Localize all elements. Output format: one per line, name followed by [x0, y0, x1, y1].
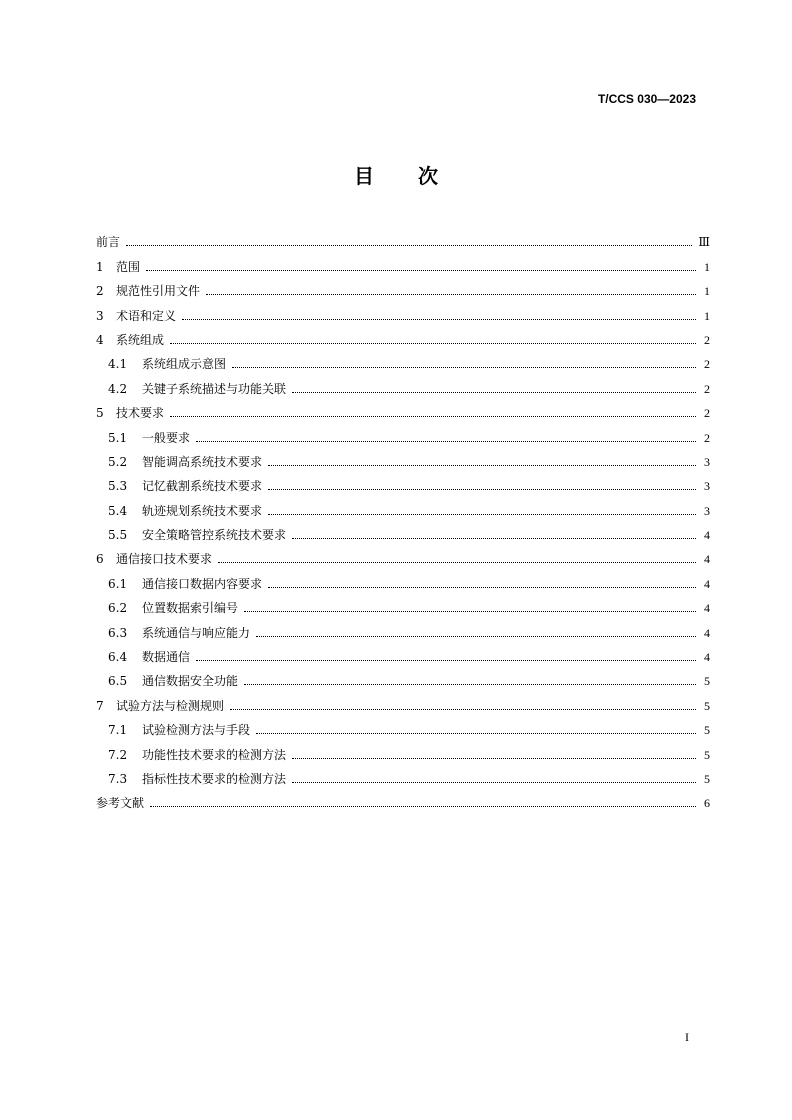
toc-entry-number: 3	[96, 308, 104, 323]
toc-entry-text: 记忆截割系统技术要求	[142, 479, 263, 494]
toc-entry-label	[96, 722, 250, 738]
toc-dot-leader	[292, 782, 696, 783]
toc-entry-page: 4	[704, 625, 710, 640]
toc-entry[interactable]	[96, 299, 710, 323]
toc-dot-leader	[268, 465, 696, 466]
toc-entry-page: 1	[704, 259, 710, 274]
toc-entry-label	[96, 771, 286, 787]
title-char-2: 次	[418, 164, 438, 188]
toc-entry-label	[96, 234, 120, 250]
toc-entry-label	[96, 332, 164, 348]
toc-dot-leader	[146, 270, 696, 271]
toc-entry-number: 7.3	[108, 771, 128, 786]
toc-entry-text: 技术要求	[116, 406, 165, 421]
standard-code: T/CCS 030—2023	[597, 92, 696, 106]
toc-entry[interactable]	[96, 226, 710, 250]
toc-entry-number: 6.4	[108, 650, 128, 665]
toc-entry-text: 安全策略管控系统技术要求	[142, 528, 287, 543]
toc-entry-label	[96, 747, 286, 763]
toc-entry[interactable]	[96, 446, 710, 470]
toc-entry-text: 系统组成	[116, 332, 165, 347]
toc-entry-label	[96, 503, 262, 519]
toc-entry-text: 前言	[96, 235, 121, 250]
toc-entry[interactable]	[96, 519, 710, 543]
toc-entry-text: 一般要求	[142, 430, 191, 445]
toc-dot-leader	[292, 538, 696, 539]
toc-dot-leader	[182, 319, 696, 320]
toc-entry-page: 2	[704, 381, 710, 396]
toc-entry-text: 系统组成示意图	[142, 357, 227, 372]
toc-entry-page: 4	[704, 601, 710, 616]
toc-entry[interactable]	[96, 665, 710, 689]
toc-entry-label	[96, 430, 190, 446]
toc-entry-page: 4	[704, 552, 710, 567]
toc-entry-text: 术语和定义	[116, 308, 177, 323]
toc-entry-page: 3	[704, 479, 710, 494]
toc-entry-label	[96, 308, 176, 324]
toc-dot-leader	[126, 245, 692, 246]
toc-entry-label	[96, 698, 224, 714]
toc-entry-number: 7.1	[108, 723, 128, 738]
toc-entry-number: 5.2	[108, 454, 128, 469]
toc-dot-leader	[218, 562, 696, 563]
toc-dot-leader	[206, 294, 696, 295]
toc-entry-page: 5	[704, 771, 710, 786]
toc-entry[interactable]	[96, 421, 710, 445]
toc-entry[interactable]	[96, 250, 710, 274]
toc-entry-number: 5.4	[108, 503, 128, 518]
toc-entry-page: 5	[704, 698, 710, 713]
toc-entry-text: 系统通信与响应能力	[142, 625, 251, 640]
toc-entry[interactable]	[96, 787, 710, 811]
toc-entry-number: 6.1	[108, 576, 128, 591]
toc-entry-text: 位置数据索引编号	[142, 601, 239, 616]
toc-entry-page: 5	[704, 723, 710, 738]
toc-entry[interactable]	[96, 348, 710, 372]
toc-entry[interactable]	[96, 763, 710, 787]
toc-dot-leader	[292, 392, 696, 393]
toc-entry[interactable]	[96, 397, 710, 421]
toc-entry-label	[96, 259, 140, 275]
toc-dot-leader	[150, 806, 696, 807]
toc-entry-number: 5.5	[108, 528, 128, 543]
toc-entry-text: 数据通信	[142, 650, 191, 665]
toc-entry-label	[96, 381, 286, 397]
toc-entry-page: 5	[704, 747, 710, 762]
toc-entry-label	[96, 625, 250, 641]
toc-dot-leader	[292, 758, 696, 759]
toc-entry-page: 4	[704, 528, 710, 543]
toc-entry-number: 5	[96, 406, 104, 421]
toc-entry-number: 6.2	[108, 601, 128, 616]
toc-entry-text: 轨迹规划系统技术要求	[142, 503, 263, 518]
toc-entry[interactable]	[96, 689, 710, 713]
toc-entry-page: 4	[704, 576, 710, 591]
toc-dot-leader	[268, 587, 696, 588]
toc-entry-number: 6.3	[108, 625, 128, 640]
toc-entry-label	[96, 551, 212, 567]
page-number: I	[685, 1030, 689, 1044]
toc-entry-page: 2	[704, 430, 710, 445]
toc-entry-number: 5.3	[108, 479, 128, 494]
toc-entry-number: 2	[96, 284, 104, 299]
toc-entry-text: 通信接口技术要求	[116, 552, 213, 567]
toc-entry-label	[96, 283, 200, 299]
toc-entry-text: 通信数据安全功能	[142, 674, 239, 689]
toc-entry-text: 通信接口数据内容要求	[142, 576, 263, 591]
toc-dot-leader	[256, 636, 696, 637]
toc-entry-text: 指标性技术要求的检测方法	[142, 771, 287, 786]
toc-dot-leader	[244, 684, 696, 685]
toc-entry-page: 2	[704, 332, 710, 347]
toc-entry[interactable]	[96, 738, 710, 762]
toc-entry[interactable]	[96, 543, 710, 567]
toc-entry-label	[96, 673, 238, 689]
toc-entry-page: 1	[704, 308, 710, 323]
toc-entry-label	[96, 600, 238, 616]
toc-entry-label	[96, 795, 144, 811]
toc-entry-label	[96, 527, 286, 543]
toc-entry-number: 7	[96, 698, 104, 713]
toc-entry-number: 4.2	[108, 381, 128, 396]
toc-entry[interactable]	[96, 592, 710, 616]
toc-entry-text: 试验方法与检测规则	[116, 698, 225, 713]
toc-dot-leader	[170, 343, 696, 344]
toc-entry-number: 1	[96, 259, 104, 274]
toc-entry[interactable]	[96, 324, 710, 348]
toc-entry-text: 规范性引用文件	[116, 284, 201, 299]
toc-entry-number: 6	[96, 552, 104, 567]
toc-entry-label	[96, 454, 262, 470]
toc-entry[interactable]	[96, 567, 710, 591]
toc-entry-number: 7.2	[108, 747, 128, 762]
toc-entry[interactable]	[96, 470, 710, 494]
toc-entry-page: Ⅲ	[698, 235, 710, 250]
toc-entry-number: 4	[96, 332, 104, 347]
toc-entry[interactable]	[96, 494, 710, 518]
toc-dot-leader	[256, 733, 696, 734]
title-char-1: 目	[354, 164, 374, 188]
toc-entry-number: 4.1	[108, 357, 128, 372]
toc-dot-leader	[244, 611, 696, 612]
toc-entry-page: 3	[704, 454, 710, 469]
toc-entry[interactable]	[96, 372, 710, 396]
toc-entry-text: 智能调高系统技术要求	[142, 454, 263, 469]
toc-entry-label	[96, 576, 262, 592]
toc-entry[interactable]	[96, 275, 710, 299]
toc-entry[interactable]	[96, 641, 710, 665]
toc-entry-page: 5	[704, 674, 710, 689]
toc-dot-leader	[196, 660, 696, 661]
toc-entry[interactable]	[96, 714, 710, 738]
toc-dot-leader	[230, 709, 696, 710]
toc-entry-page: 2	[704, 357, 710, 372]
toc-entry-text: 试验检测方法与手段	[142, 723, 251, 738]
toc-entry-number: 5.1	[108, 430, 128, 445]
toc-entry-page: 4	[704, 650, 710, 665]
toc-entry-page: 1	[704, 284, 710, 299]
toc-entry-label	[96, 356, 226, 372]
toc-entry[interactable]	[96, 616, 710, 640]
toc-entry-page: 6	[704, 796, 710, 811]
table-of-contents	[96, 226, 710, 811]
toc-entry-page: 2	[704, 406, 710, 421]
toc-dot-leader	[268, 489, 696, 490]
toc-entry-label	[96, 649, 190, 665]
toc-dot-leader	[268, 514, 696, 515]
page-title	[0, 160, 792, 189]
toc-entry-number: 6.5	[108, 674, 128, 689]
toc-entry-page: 3	[704, 503, 710, 518]
toc-entry-text: 范围	[116, 259, 141, 274]
toc-entry-text: 功能性技术要求的检测方法	[142, 747, 287, 762]
toc-entry-label	[96, 478, 262, 494]
toc-dot-leader	[196, 441, 696, 442]
toc-entry-text: 参考文献	[96, 796, 145, 811]
toc-dot-leader	[232, 367, 696, 368]
toc-dot-leader	[170, 416, 696, 417]
toc-entry-label	[96, 405, 164, 421]
toc-entry-text: 关键子系统描述与功能关联	[142, 381, 287, 396]
